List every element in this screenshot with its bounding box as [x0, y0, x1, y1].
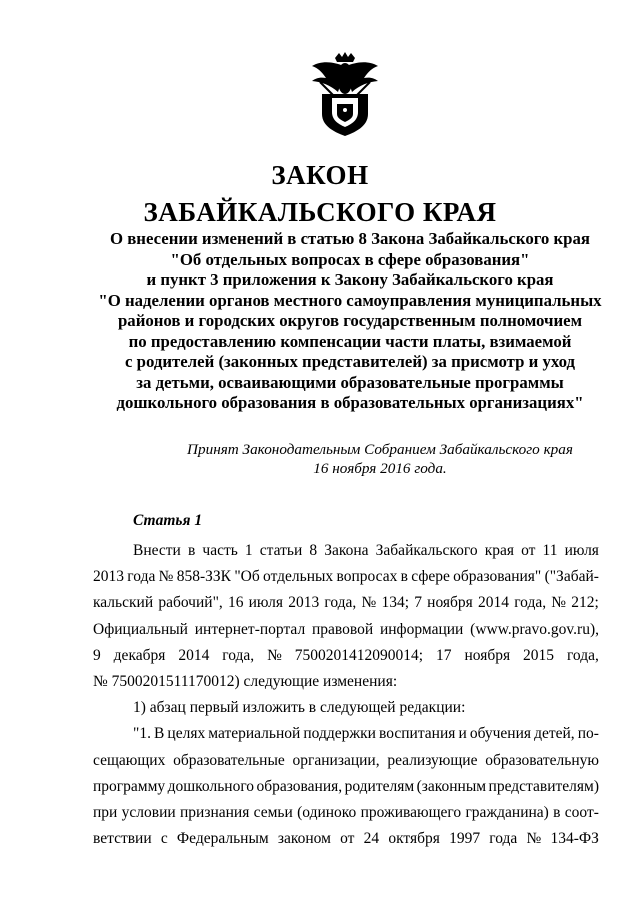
subtitle-line: дошкольного образования в образовательных организациях"	[116, 393, 584, 412]
word: 2013	[288, 594, 320, 612]
word: дошкольного	[167, 777, 255, 795]
word: №	[267, 646, 282, 664]
word: в	[187, 542, 196, 559]
word: 16	[227, 594, 244, 612]
word: законом	[277, 830, 331, 848]
word: ветствии	[93, 830, 152, 848]
word: образовательную	[485, 751, 599, 769]
word: интернет-портал	[194, 620, 306, 638]
word: октября	[388, 830, 440, 848]
word: с	[160, 830, 168, 848]
word: от	[340, 830, 355, 848]
word: поддержки	[303, 725, 376, 743]
adoption-note	[120, 440, 640, 478]
word: ("Забай-	[544, 568, 599, 586]
law-subtitle	[60, 229, 640, 414]
word: (одиноко	[297, 804, 357, 822]
word: года,	[514, 594, 547, 612]
word: июля	[248, 594, 283, 612]
law-title-line-1: ЗАКОН	[271, 160, 369, 190]
word: от	[521, 542, 536, 559]
body-line: 1) абзац первый изложить в следующей редакции:	[133, 699, 466, 717]
law-title-line-2: ЗАБАЙКАЛЬСКОГО КРАЯ	[143, 197, 497, 227]
word: (законным	[416, 777, 487, 795]
subtitle-line: районов и городских округов государственным полномочием	[117, 311, 583, 330]
word: и	[458, 725, 467, 743]
word: "Об	[234, 568, 260, 586]
zabaikalsky-krai-coat-of-arms-icon	[308, 52, 382, 136]
word: №	[551, 594, 567, 612]
word: 8	[309, 542, 318, 559]
body-line	[93, 538, 599, 564]
word: В	[154, 725, 165, 743]
word: №	[158, 568, 174, 586]
body-line	[93, 721, 599, 747]
word: правовой	[312, 620, 374, 638]
word: декабря	[113, 646, 166, 664]
word: 17	[436, 646, 452, 664]
word: статьи	[259, 542, 303, 559]
word: 134-ФЗ	[550, 830, 599, 848]
body-line: № 7500201511170012) следующие изменения:	[93, 673, 398, 691]
word: обучения	[469, 725, 532, 743]
word: программу	[93, 777, 166, 795]
body-line	[93, 617, 599, 643]
word: сфере	[411, 568, 450, 586]
word: 9	[93, 646, 101, 664]
subtitle-line: "Об отдельных вопросах в сфере образования"	[170, 249, 530, 269]
word: №	[526, 830, 542, 848]
word: рабочий",	[158, 594, 223, 612]
subtitle-line: и пункт 3 приложения к Закону Забайкальского края	[146, 270, 554, 289]
word: года,	[222, 646, 255, 664]
word: реализующие	[387, 751, 478, 769]
word: вопросах	[336, 568, 398, 586]
subtitle-line: с родителей (законных представителей) за присмотр и уход	[125, 352, 575, 371]
word: Внести	[133, 542, 181, 559]
body-line	[93, 774, 599, 800]
word: информации	[379, 620, 464, 638]
word: сещающих	[93, 751, 166, 769]
word: 1	[244, 542, 253, 559]
word: образования,	[256, 777, 343, 795]
word: №	[361, 594, 377, 612]
word: края	[484, 542, 514, 559]
subtitle-line: О внесении изменений в статью 8 Закона Забайкальского края	[110, 229, 590, 248]
word: признания	[180, 804, 250, 822]
word: 212;	[571, 594, 599, 612]
word: 2013	[93, 568, 124, 586]
body-line	[93, 590, 599, 616]
word: (www.pravo.gov.ru),	[470, 620, 599, 638]
word: образования"	[453, 568, 542, 586]
word: соот-	[564, 804, 599, 822]
body-line	[93, 564, 599, 590]
body-line	[93, 748, 599, 774]
word: в	[553, 804, 561, 822]
word: 1997	[449, 830, 481, 848]
word: 858-ЗЗК	[176, 568, 232, 586]
word: ноября	[427, 594, 473, 612]
word: при	[93, 804, 118, 822]
word: 7	[414, 594, 422, 612]
word: года,	[566, 646, 599, 664]
adoption-line-1: Принят Законодательным Собранием Забайкальского края	[187, 441, 573, 458]
word: Официальный	[93, 620, 188, 638]
word: представителям)	[488, 777, 599, 795]
word: 24	[363, 830, 380, 848]
article-heading: Статья 1	[133, 512, 203, 529]
subtitle-line: по предоставлению компенсации части платы, взимаемой	[128, 331, 572, 351]
word: образовательные	[173, 751, 285, 769]
word: 11	[542, 542, 558, 559]
word: отдельных	[263, 568, 334, 586]
subtitle-line: за детьми, осваивающими образовательные программы	[136, 372, 564, 392]
body-line	[93, 800, 599, 826]
word: года	[489, 830, 518, 848]
word: в	[400, 568, 408, 586]
body-line	[93, 826, 599, 852]
word: материальной	[208, 725, 301, 743]
word: родителям	[344, 777, 415, 795]
word: 2014	[178, 646, 210, 664]
word: кальский	[93, 594, 154, 612]
subtitle-line: "О наделении органов местного самоуправления муниципальных	[98, 290, 602, 310]
adoption-date: 16 ноября 2016 года.	[313, 460, 447, 477]
word: условии	[121, 804, 176, 822]
word: проживающего	[360, 804, 462, 822]
word: семьи	[253, 804, 293, 822]
word: года,	[324, 594, 357, 612]
word: 2014	[478, 594, 509, 612]
body-line	[93, 643, 599, 669]
word: по-	[577, 725, 599, 743]
word: гражданина)	[465, 804, 549, 822]
word: Забайкальского	[375, 542, 478, 559]
word: целях	[167, 725, 206, 743]
word: Федеральным	[176, 830, 269, 848]
word: 7500201412090014;	[294, 646, 424, 664]
word: "1.	[133, 725, 151, 743]
word: Закона	[324, 542, 369, 559]
word: июля	[564, 542, 599, 559]
word: часть	[202, 542, 238, 559]
word: 134;	[381, 594, 410, 612]
word: ноября	[464, 646, 511, 664]
word: воспитания	[379, 725, 456, 743]
article-body	[93, 538, 599, 852]
word: 2015	[523, 646, 555, 664]
word: года	[127, 568, 156, 586]
word: организации,	[292, 751, 380, 769]
word: детей,	[534, 725, 575, 743]
